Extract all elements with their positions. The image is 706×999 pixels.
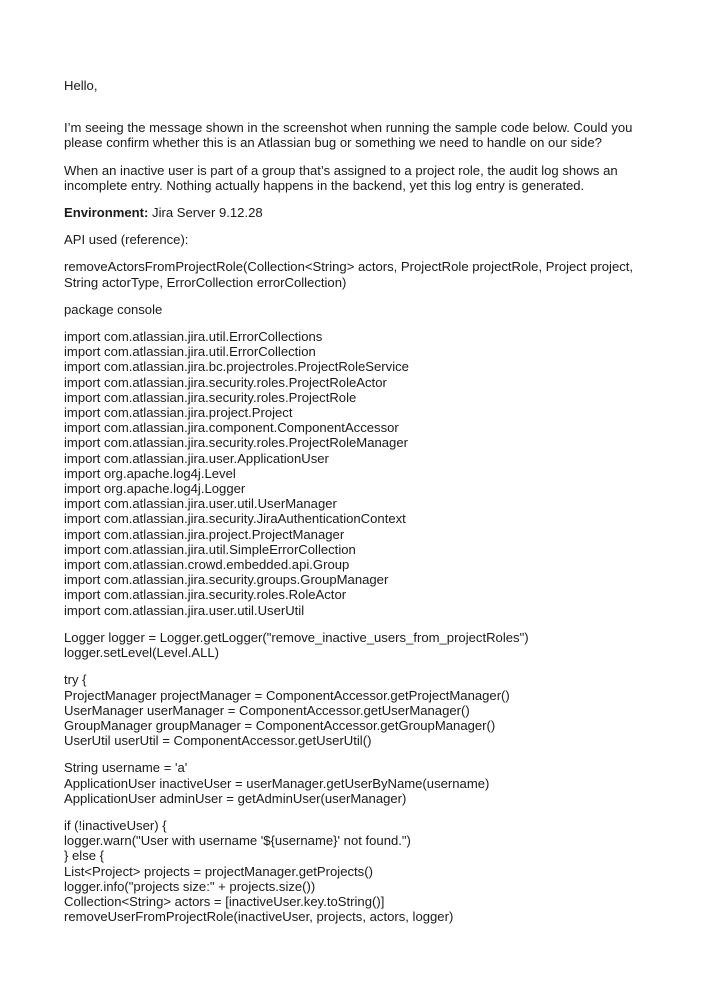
code-line: import com.atlassian.jira.security.JiraAuthenticationContext (64, 511, 406, 527)
code-line: Logger logger = Logger.getLogger("remove_inactive_users_from_projectRoles") (64, 629, 529, 645)
code-line: import org.apache.log4j.Level (64, 465, 236, 481)
api-heading: API used (reference): (64, 232, 189, 248)
code-line: try { (64, 672, 87, 688)
code-line: import com.atlassian.jira.util.ErrorCollection (64, 344, 316, 360)
code-line: ApplicationUser adminUser = getAdminUser(userManager) (64, 790, 407, 806)
code-line: ProjectManager projectManager = ComponentAccessor.getProjectManager() (64, 687, 510, 703)
code-line: import org.apache.log4j.Logger (64, 481, 246, 497)
environment-label: Environment: (64, 205, 149, 221)
description-paragraph: When an inactive user is part of a group that’s assigned to a project role, the audit log shows an incomplete entry. Nothing actually happens in the backend, yet this log entry is generated. (64, 162, 618, 193)
imports-block (64, 329, 644, 618)
code-line: import com.atlassian.jira.user.util.UserUtil (64, 602, 305, 618)
try-block (64, 672, 644, 748)
intro-paragraph: I’m seeing the message shown in the screenshot when running the sample code below. Could you please confirm whether this is an Atlassian bug or something we need to handle on our side? (64, 120, 633, 151)
code-line: removeUserFromProjectRole(inactiveUser, projects, actors, logger) (64, 909, 454, 925)
code-line: logger.info("projects size:" + projects.size()) (64, 878, 316, 894)
code-line: UserUtil userUtil = ComponentAccessor.getUserUtil() (64, 733, 372, 749)
code-line: String username = 'a' (64, 760, 188, 776)
environment-line (64, 205, 644, 220)
code-line: GroupManager groupManager = ComponentAccessor.getGroupManager() (64, 717, 496, 733)
package-line: package console (64, 301, 163, 317)
greeting: Hello, (64, 78, 98, 93)
code-line: List<Project> projects = projectManager.getProjects() (64, 863, 373, 879)
code-line: import com.atlassian.crowd.embedded.api.Group (64, 557, 350, 573)
code-line: } else { (64, 848, 105, 864)
code-line: if (!inactiveUser) { (64, 817, 167, 833)
code-line: import com.atlassian.jira.util.ErrorCollections (64, 329, 323, 345)
user-block (64, 760, 644, 806)
code-line: import com.atlassian.jira.project.Project (64, 405, 293, 421)
code-line: logger.setLevel(Level.ALL) (64, 645, 220, 661)
code-line: UserManager userManager = ComponentAccessor.getUserManager() (64, 702, 470, 718)
document-body (64, 78, 644, 936)
code-line: logger.warn("User with username '${username}' not found.") (64, 833, 411, 849)
code-line: import com.atlassian.jira.user.util.UserManager (64, 496, 337, 512)
api-signature: removeActorsFromProjectRole(Collection<String> actors, ProjectRole projectRole, Project project, String actorType, ErrorCollection errorCollection) (64, 259, 634, 290)
code-line: import com.atlassian.jira.bc.projectroles.ProjectRoleService (64, 359, 409, 375)
environment-value: Jira Server 9.12.28 (148, 205, 263, 221)
code-line: import com.atlassian.jira.security.roles.ProjectRoleActor (64, 374, 387, 390)
code-line: import com.atlassian.jira.security.roles.RoleActor (64, 587, 347, 603)
code-line: import com.atlassian.jira.util.SimpleErrorCollection (64, 541, 356, 557)
code-line: import com.atlassian.jira.security.roles.ProjectRole (64, 389, 357, 405)
code-line: import com.atlassian.jira.project.ProjectManager (64, 526, 345, 542)
code-line: Collection<String> actors = [inactiveUser.key.toString()] (64, 893, 385, 909)
code-line: import com.atlassian.jira.user.ApplicationUser (64, 450, 329, 466)
code-line: ApplicationUser inactiveUser = userManager.getUserByName(username) (64, 775, 490, 791)
code-line: import com.atlassian.jira.security.groups.GroupManager (64, 572, 389, 588)
if-block (64, 818, 644, 924)
logger-block (64, 630, 644, 660)
code-line: import com.atlassian.jira.component.ComponentAccessor (64, 420, 399, 436)
code-line: import com.atlassian.jira.security.roles.ProjectRoleManager (64, 435, 408, 451)
